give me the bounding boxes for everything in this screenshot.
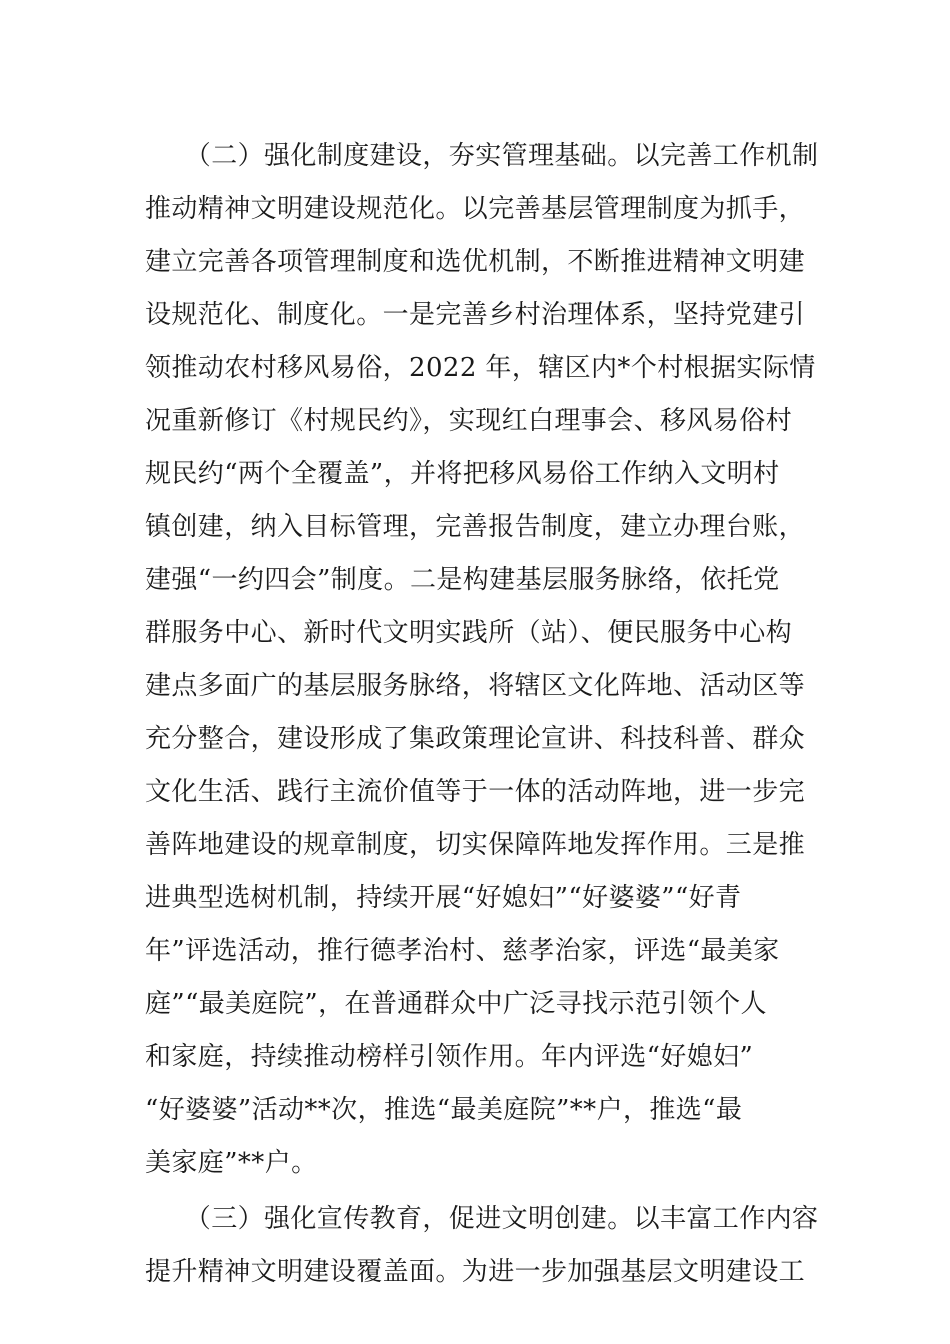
paragraph-publicity-education (145, 1193, 819, 1299)
text-line: 庭”“最美庭院”，在普通群众中广泛寻找示范引领个人 (145, 989, 767, 1019)
text-line: 建点多面广的基层服务脉络，将辖区文化阵地、活动区等 (145, 671, 806, 701)
text-line: 设规范化、制度化。一是完善乡村治理体系，坚持党建引 (145, 300, 806, 330)
text-line: （三）强化宣传教育，促进文明创建。以丰富工作内容 (145, 1204, 819, 1234)
text-line: 领推动农村移风易俗，2022 年，辖区内*个村根据实际情 (145, 353, 816, 383)
text-line: “好婆婆”活动**次，推选“最美庭院”**户，推选“最 (145, 1095, 743, 1125)
text-line: 镇创建，纳入目标管理，完善报告制度，建立办理台账， (145, 512, 806, 542)
text-line: 规民约“两个全覆盖”，并将把移风易俗工作纳入文明村 (145, 459, 780, 489)
text-line: 群服务中心、新时代文明实践所（站）、便民服务中心构 (145, 618, 793, 648)
text-line: 文化生活、践行主流价值等于一体的活动阵地，进一步完 (145, 777, 806, 807)
text-line: 推动精神文明建设规范化。以完善基层管理制度为抓手， (145, 194, 806, 224)
text-line: 美家庭”**户。 (145, 1148, 318, 1178)
text-line: 提升精神文明建设覆盖面。为进一步加强基层文明建设工 (145, 1257, 806, 1287)
text-line: 进典型选树机制，持续开展“好媳妇”“好婆婆”“好青 (145, 883, 742, 913)
paragraph-system-building (145, 130, 819, 1190)
text-line: 充分整合，建设形成了集政策理论宣讲、科技科普、群众 (145, 724, 806, 754)
text-line: 建强“一约四会”制度。二是构建基层服务脉络，依托党 (145, 565, 780, 595)
text-line: 建立完善各项管理制度和选优机制，不断推进精神文明建 (145, 247, 806, 277)
text-line: （二）强化制度建设，夯实管理基础。以完善工作机制 (145, 141, 819, 171)
text-line: 况重新修订《村规民约》，实现红白理事会、移风易俗村 (145, 406, 793, 436)
text-line: 善阵地建设的规章制度，切实保障阵地发挥作用。三是推 (145, 830, 806, 860)
text-line: 年”评选活动，推行德孝治村、慈孝治家，评选“最美家 (145, 936, 780, 966)
text-line: 和家庭，持续推动榜样引领作用。年内评选“好媳妇” (145, 1042, 754, 1072)
document-body (145, 130, 819, 1299)
